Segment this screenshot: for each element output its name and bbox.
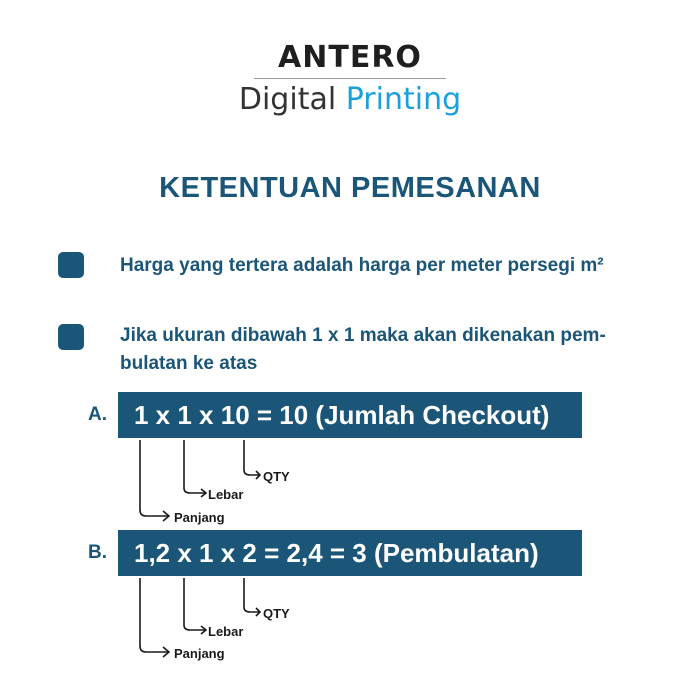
label-lebar-b: Lebar [208,624,244,639]
example-a-formula: 1 x 1 x 10 = 10 (Jumlah Checkout) [118,392,582,438]
label-panjang-b: Panjang [174,646,225,661]
arrow-qty-b [244,578,260,612]
brand-subtitle-printing: Printing [345,82,462,117]
label-qty-b: QTY [263,606,290,621]
label-panjang-a: Panjang [174,510,225,525]
rule-1-text: Harga yang tertera adalah harga per meter persegi m² [120,255,604,276]
example-a-label: A. [88,404,107,425]
brand-name: ANTERO [278,40,422,75]
brand-subtitle-digital: Digital [238,82,346,117]
example-b-label: B. [88,542,107,563]
page-title: KETENTUAN PEMESANAN [159,172,541,204]
rule-2-text: Jika ukuran dibawah 1 x 1 maka akan dikenakan pem-bulatan ke atas [120,325,606,374]
label-lebar-a: Lebar [208,487,244,502]
arrow-panjang-a [140,440,168,516]
arrow-lebar-b [184,578,206,630]
arrow-qty-a [244,440,260,475]
arrow-lebar-a [184,440,206,493]
example-b-formula: 1,2 x 1 x 2 = 2,4 = 3 (Pembulatan) [118,530,582,576]
label-qty-a: QTY [263,469,290,484]
arrow-panjang-b [140,578,168,652]
